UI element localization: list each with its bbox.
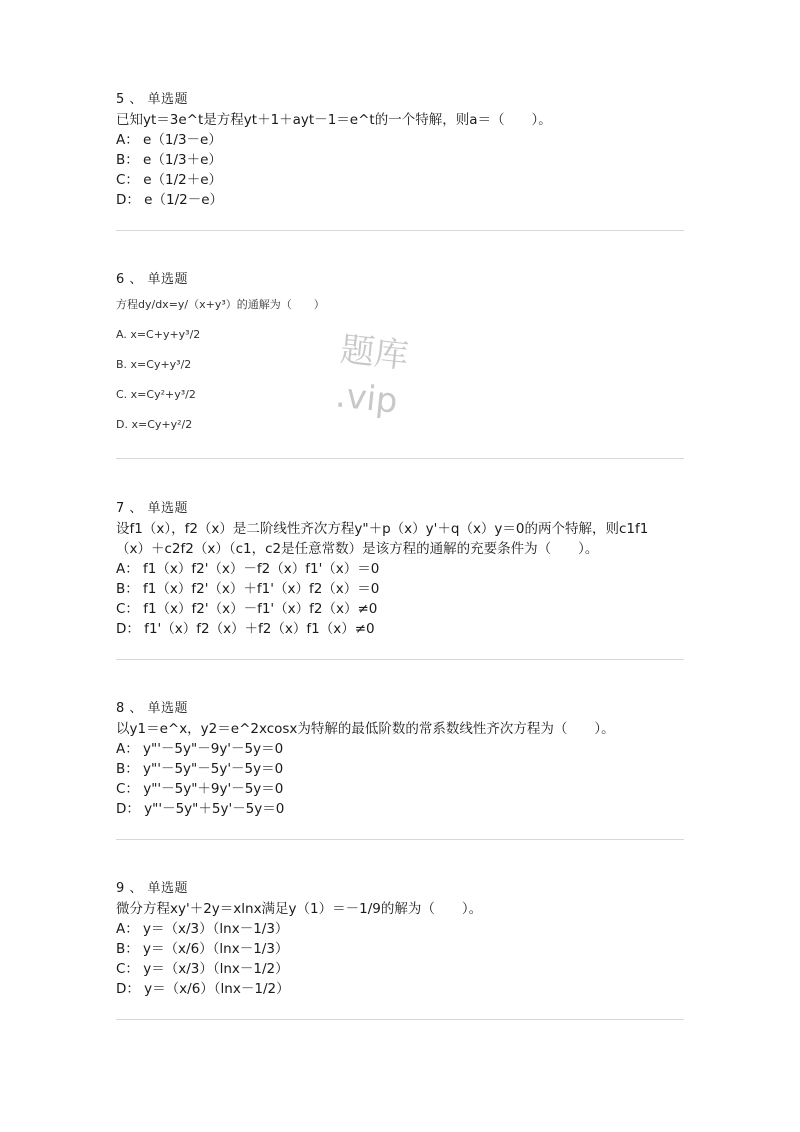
option-a[interactable]: A. x=C+y+y³/2 xyxy=(116,328,201,341)
question-stem: 以y1＝e^x，y2＝e^2xcosx为特解的最低阶数的常系数线性齐次方程为（ ）。 xyxy=(116,721,615,737)
option-a[interactable]: A： y"'－5y"－9y'－5y＝0 xyxy=(116,741,284,757)
question-stem: 已知yt＝3e^t是方程yt＋1＋ayt－1＝e^t的一个特解，则a＝（ ）。 xyxy=(116,112,552,128)
option-c[interactable]: C： f1（x）f2'（x）－f1'（x）f2（x）≠0 xyxy=(116,601,378,617)
option-a[interactable]: A： y＝（x/3）（lnx－1/3） xyxy=(116,921,289,937)
question-header: 6 、 单选题 xyxy=(116,272,189,287)
option-d[interactable]: D： y"'－5y"＋5y'－5y＝0 xyxy=(116,801,285,817)
option-c[interactable]: C： e（1/2＋e） xyxy=(116,172,223,188)
question-header: 5 、 单选题 xyxy=(116,92,189,107)
question-header: 9 、 单选题 xyxy=(116,881,189,896)
option-b[interactable]: B： y"'－5y"－5y'－5y＝0 xyxy=(116,761,284,777)
option-d[interactable]: D. x=Cy+y²/2 xyxy=(116,418,193,431)
option-b[interactable]: B. x=Cy+y³/2 xyxy=(116,358,192,371)
option-a[interactable]: A： f1（x）f2'（x）－f2（x）f1'（x）＝0 xyxy=(116,561,380,577)
option-d[interactable]: D： e（1/2－e） xyxy=(116,192,224,208)
question-stem-line-1: 设f1（x），f2（x）是二阶线性齐次方程y"＋p（x）y'＋q（x）y＝0的两个特解，则c1f1 xyxy=(116,521,649,537)
option-d[interactable]: D： f1'（x）f2（x）＋f2（x）f1（x）≠0 xyxy=(116,621,375,637)
option-c[interactable]: C. x=Cy²+y³/2 xyxy=(116,388,196,401)
question-stem: 方程dy/dx=y/（x+y³）的通解为（ ） xyxy=(116,298,325,311)
option-b[interactable]: B： y＝（x/6）（lnx－1/3） xyxy=(116,941,289,957)
question-header: 7 、 单选题 xyxy=(116,501,189,516)
divider xyxy=(116,1019,684,1020)
option-a[interactable]: A： e（1/3－e） xyxy=(116,132,222,148)
option-d[interactable]: D： y＝（x/6）（lnx－1/2） xyxy=(116,981,290,997)
divider xyxy=(116,839,684,840)
divider xyxy=(116,230,684,231)
question-stem-line-2: （x）＋c2f2（x）（c1，c2是任意常数）是该方程的通解的充要条件为（ ）。 xyxy=(116,541,599,557)
option-c[interactable]: C： y＝（x/3）（lnx－1/2） xyxy=(116,961,289,977)
option-b[interactable]: B： f1（x）f2'（x）＋f1'（x）f2（x）＝0 xyxy=(116,581,380,597)
question-stem: 微分方程xy'＋2y＝xlnx满足y（1）＝－1/9的解为（ ）。 xyxy=(116,901,483,917)
option-b[interactable]: B： e（1/3＋e） xyxy=(116,152,222,168)
divider xyxy=(116,659,684,660)
option-c[interactable]: C： y"'－5y"＋9y'－5y＝0 xyxy=(116,781,284,797)
divider xyxy=(116,458,684,459)
watermark: 题库 .vip xyxy=(333,329,411,422)
question-header: 8 、 单选题 xyxy=(116,701,189,716)
